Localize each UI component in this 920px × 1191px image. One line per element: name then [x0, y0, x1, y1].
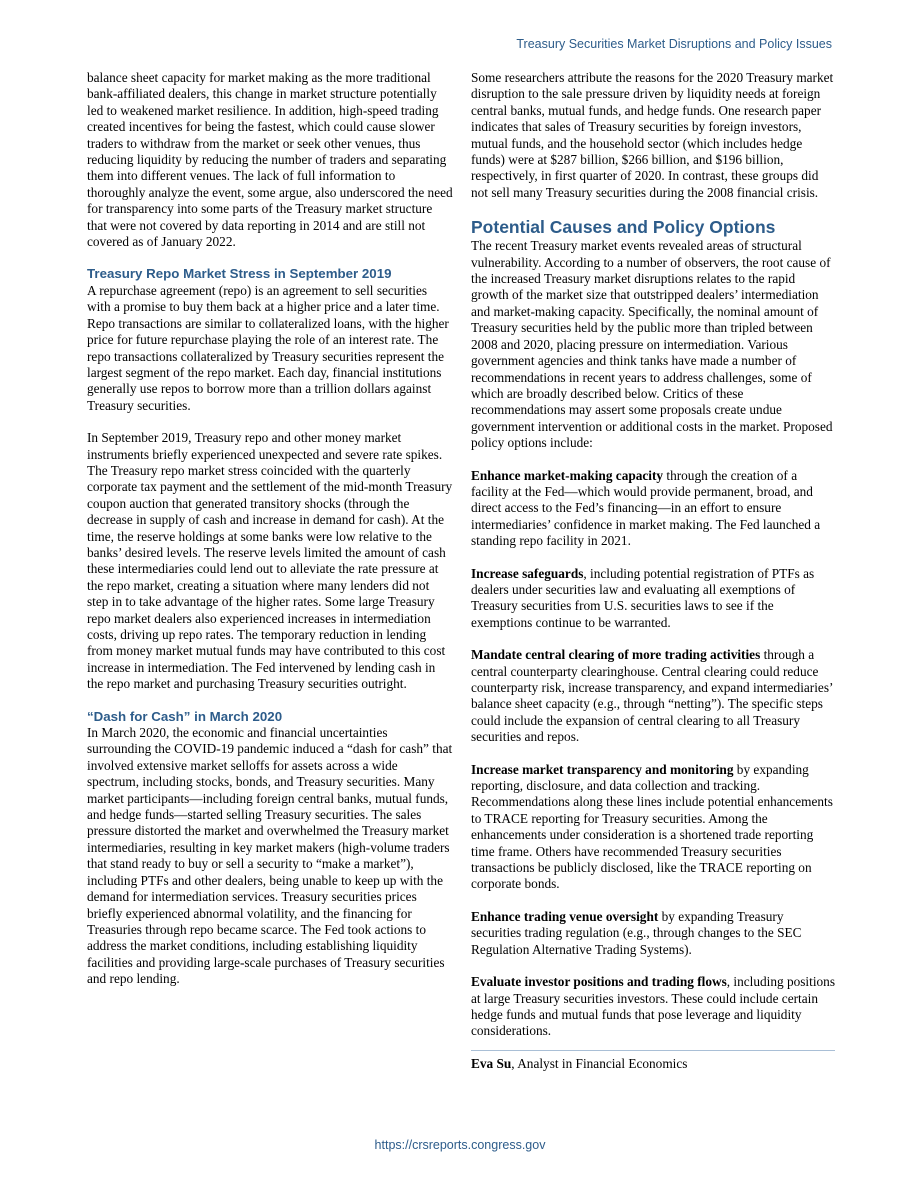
paragraph-dash-for-cash: In March 2020, the economic and financial uncertainties surrounding the COVID-19 pandemic induced a “dash for cash” that involved extensive market selloffs for assets across a wide spectrum, including stocks, bonds, and Treasury securities. Many market participants—including foreign central banks, mutual funds, and hedge funds—started selling Treasury securities. The sales pressure distorted the market and overwhelmed the Treasury market intermediaries, resulting in key market makers (high-volume traders that stand ready to buy or sell a security to “make a market”), including PTFs and other dealers, being unable to keep up with the demand for intermediation services. Treasury securities prices briefly experienced abnormal volatility, and the financing for Treasuries through repo became scarce. The Fed took actions to address the market conditions, including establishing liquidity facilities and providing large-scale purchases of Treasury securities and repo lending.	[87, 725, 453, 987]
paragraph-intro: balance sheet capacity for market making as the more traditional bank-affiliated dealers, this change in market structure potentially led to weakened market resilience. In addition, high-speed trading created incentives for being the fastest, which could cause slower traders to withdraw from the market or seek other venues, thus reducing liquidity by reducing the number of traders and separating them into different venues. The lack of full information to thoroughly analyze the event, some argue, also underscored the need for transparency into some parts of the Treasury market structure that were not covered by data reporting in 2014 and are still not covered as of January 2022.	[87, 70, 453, 250]
heading-causes-options: Potential Causes and Policy Options	[471, 217, 776, 238]
author-name: Eva Su	[471, 1055, 512, 1071]
option-safeguards	[471, 566, 835, 632]
option-text: , including positions at large Treasury securities investors. These could include certain hedge funds and mutual funds that pose leverage and liquidity considerations.	[471, 974, 835, 1039]
option-text: through the creation of a facility at the Fed—which would provide permanent, broad, and direct access to the Fed’s financing—in an effort to ensure intermediaries’ confidence in market making. The Fed launched a standing repo facility in 2021.	[471, 467, 821, 549]
author-divider	[471, 1050, 835, 1051]
left-column	[87, 70, 453, 988]
option-lead: Enhance market-making capacity	[471, 467, 664, 483]
heading-repo-stress: Treasury Repo Market Stress in September 2019	[87, 266, 392, 282]
option-transparency	[471, 762, 835, 893]
paragraph-research: Some researchers attribute the reasons for the 2020 Treasury market disruption to the sale pressure driven by liquidity needs at foreign central banks, mutual funds, and hedge funds. One research paper indicates that sales of Treasury securities by foreign investors, mutual funds, and the household sector (which includes hedge funds) were at $287 billion, $266 billion, and $196 billion, respectively, in first quarter of 2020. In contrast, these groups did not sell many Treasury securities during the 2008 financial crisis.	[471, 70, 834, 200]
option-lead: Evaluate investor positions and trading flows	[471, 974, 727, 990]
option-text: , including potential registration of PTFs as dealers under securities law and evaluating all exemptions of Treasury securities from U.S. securities laws to see if the exemptions continue to be warranted.	[471, 565, 815, 630]
author-line	[471, 1056, 835, 1072]
option-lead: Mandate central clearing of more trading activities	[471, 647, 761, 663]
option-investor-positions	[471, 974, 835, 1040]
author-title: , Analyst in Financial Economics	[511, 1055, 688, 1071]
option-lead: Increase safeguards	[471, 565, 584, 581]
paragraph-repo-2019: In September 2019, Treasury repo and other money market instruments briefly experienced unexpected and severe rate spikes. The Treasury repo market stress coincided with the quarterly corporate tax payment and the settlement of the mid-month Treasury coupon auction that generated transitory shocks (through the decrease in supply of cash and increase in demand for cash). At the time, the reserve holdings at some banks were low relative to the banks’ desired levels. The reserve levels limited the amount of cash these intermediaries could lend out to alleviate the rate pressure at the repo market, creating a situation where many lenders did not step in to take advantage of the higher rates. Some large Treasury repo market dealers also experienced increases in intermediation costs, driving up repo rates. The temporary reduction in lending from money market mutual funds may have contributed to this cost increase in intermediation. The Fed intervened by lending cash in the repo market and purchasing Treasury securities outright.	[87, 430, 453, 692]
option-lead: Increase market transparency and monitoring	[471, 761, 734, 777]
paragraph-repo-definition: A repurchase agreement (repo) is an agreement to sell securities with a promise to buy them back at a higher price and a later time. Repo transactions are similar to collateralized loans, with the higher price for future repurchase playing the role of an interest rate. The repo transactions collateralized by Treasury securities represent the largest segment of the repo market. Each day, financial institutions generally use repos to borrow more than a trillion dollars against Treasury securities.	[87, 282, 449, 413]
option-text: by expanding Treasury securities trading regulation (e.g., through changes to the SEC Regulation Alternative Trading Systems).	[471, 908, 802, 957]
option-venue-oversight	[471, 909, 835, 958]
option-text: by expanding reporting, disclosure, and data collection and tracking. Recommendations along these lines include potential enhancements to TRACE reporting for Treasury securities. Among the enhancements under consideration is a shortened trade reporting time frame. Others have recommended Treasury securities transactions be publicly disclosed, like the TRACE reporting on corporate bonds.	[471, 761, 833, 892]
running-header: Treasury Securities Market Disruptions and Policy Issues	[516, 37, 832, 51]
paragraph-causes: The recent Treasury market events revealed areas of structural vulnerability. According to a number of observers, the root cause of the increased Treasury market disruptions relates to the rapid growth of the market size that outstripped dealers’ intermediation and market-making capacity. Specifically, the nominal amount of Treasury securities held by the public more than tripled between 2008 and 2020, placing pressure on intermediation. Various government agencies and think tanks have made a number of recommendations in recent years to address challenges, some of which are broadly described below. Critics of these recommendations may assert some proposals create undue government intervention or additional costs in the market. Proposed policy options include:	[471, 238, 833, 451]
footer-url[interactable]: https://crsreports.congress.gov	[374, 1138, 546, 1152]
option-central-clearing	[471, 647, 835, 745]
option-lead: Enhance trading venue oversight	[471, 908, 659, 924]
option-text: through a central counterparty clearinghouse. Central clearing could reduce counterparty risk, increase transparency, and expand intermediaries’ balance sheet capacity (e.g., through “netting”). The specific steps could include the expansion of central clearing to all Treasury securities and repos.	[471, 647, 833, 745]
right-column	[471, 70, 835, 1072]
option-market-making	[471, 468, 835, 550]
heading-dash-for-cash: “Dash for Cash” in March 2020	[87, 708, 283, 724]
